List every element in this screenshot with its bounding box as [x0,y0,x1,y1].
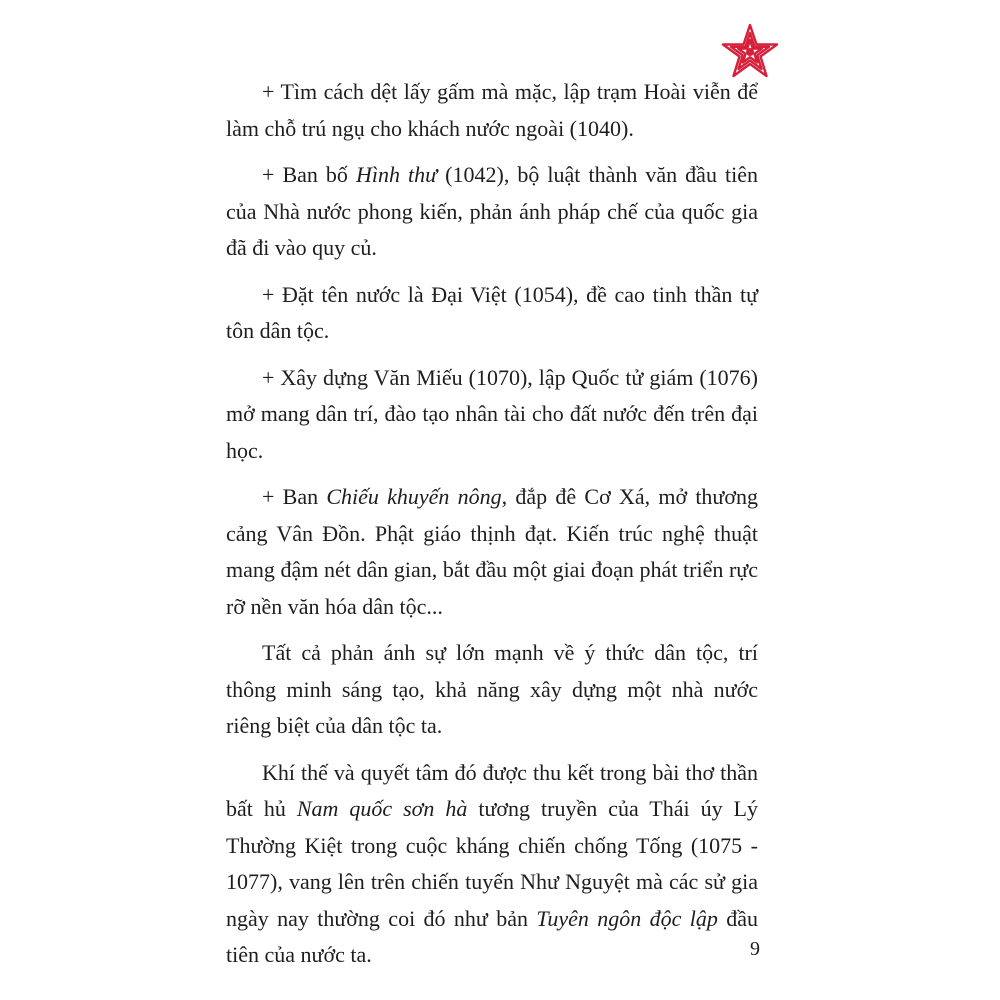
italic-text: Chiếu khuyến nông [326,484,502,509]
paragraph [226,755,758,974]
italic-text: Nam quốc sơn hà [296,796,468,821]
text-segment: (1042), bộ luật thành văn đầu tiên của Nhà nước phong kiến, phản ánh pháp chế của quốc gia đã đi vào quy củ. [226,162,758,260]
paragraph [226,360,758,470]
paragraph [226,277,758,350]
paragraph [226,635,758,745]
text-segment: Khí thế và quyết tâm đó được thu kết trong bài thơ thần bất hủ [226,759,758,821]
paragraph [226,479,758,625]
text-segment: + Xây dựng Văn Miếu (1070), lập Quốc tử giám (1076) mở mang dân trí, đào tạo nhân tài cho đất nước đến trên đại học. [226,364,758,463]
text-segment: + Ban bố [262,162,356,187]
text-segment: + Tìm cách dệt lấy gấm mà mặc, lập trạm Hoài viễn để làm chỗ trú ngụ cho khách nước ngoài (1040). [226,79,758,141]
page-number: 9 [750,938,760,960]
paragraph [226,74,758,147]
page-body [226,74,758,984]
text-segment: tương truyền của Thái úy Lý Thường Kiệt trong cuộc kháng chiến chống Tống (1075 - 1077), vang lên trên chiến tuyến Như Nguyệt mà các sử gia ngày nay thường coi đó như bản [226,796,758,931]
text-segment: Tất cả phản ánh sự lớn mạnh về ý thức dân tộc, trí thông minh sáng tạo, khả năng xây dựng một nhà nước riêng biệt của dân tộc ta. [226,640,758,738]
paragraph [226,157,758,267]
text-segment: + Ban [262,484,327,509]
italic-text: Hình thư [355,162,438,187]
text-segment: đầu tiên của nước ta. [226,905,759,967]
text-segment: , đắp đê Cơ Xá, mở thương cảng Vân Đồn. Phật giáo thịnh đạt. Kiến trúc nghệ thuật mang đậm nét dân gian, bắt đầu một giai đoạn phát triển rực rỡ nền văn hóa dân tộc... [226,484,758,619]
text-segment: + Đặt tên nước là Đại Việt (1054), đề cao tinh thần tự tôn dân tộc. [226,281,758,343]
italic-text: Tuyên ngôn độc lập [536,905,718,931]
